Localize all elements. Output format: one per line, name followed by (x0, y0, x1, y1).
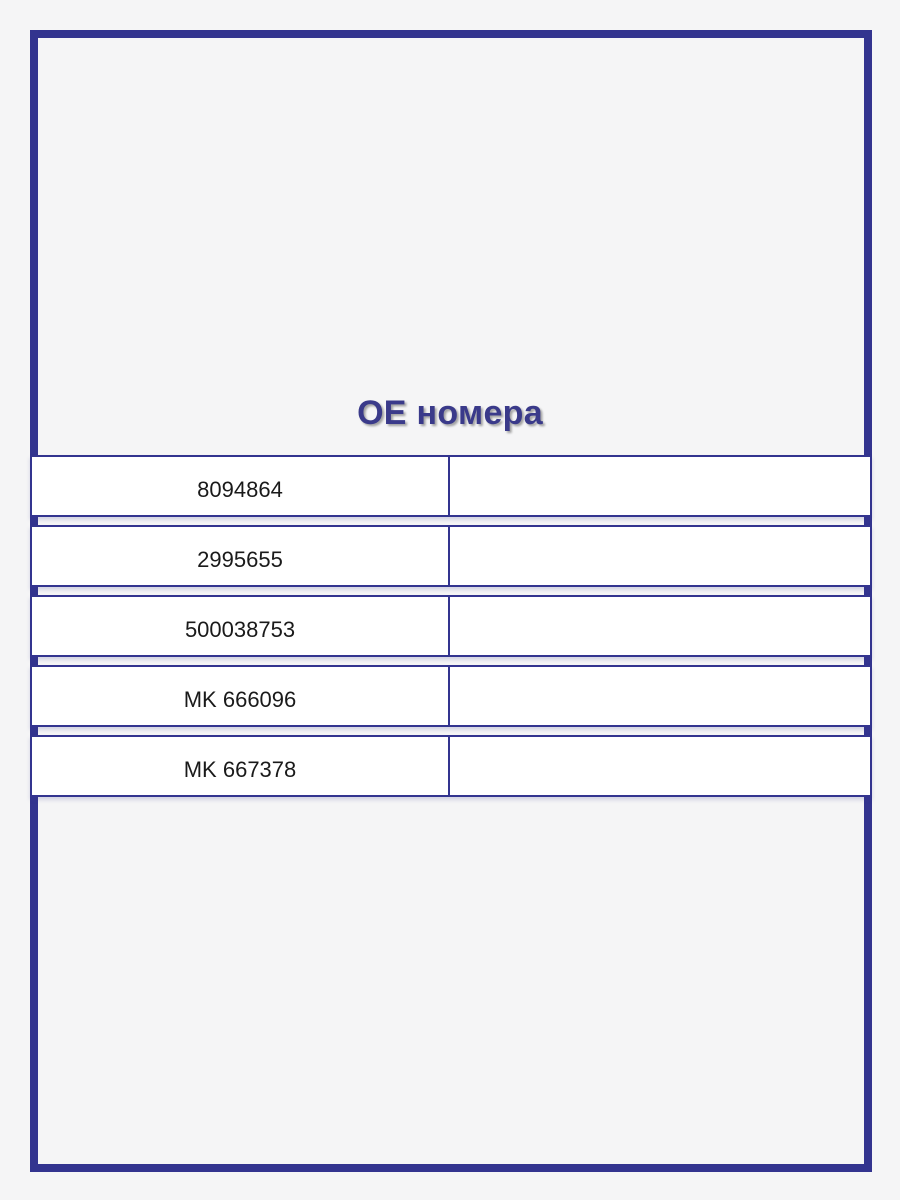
empty-cell (450, 457, 870, 515)
table-row (30, 735, 872, 797)
oe-number-cell: 8094864 (32, 457, 450, 515)
oe-number-cell: 2995655 (32, 527, 450, 585)
empty-cell (450, 527, 870, 585)
oe-number-cell: MK 666096 (32, 667, 450, 725)
empty-cell (450, 737, 870, 795)
table-row (30, 455, 872, 517)
empty-cell (450, 597, 870, 655)
table-row (30, 595, 872, 657)
table-row (30, 525, 872, 587)
empty-cell (450, 667, 870, 725)
oe-number-cell: 500038753 (32, 597, 450, 655)
oe-number-cell: MK 667378 (32, 737, 450, 795)
page-title: OE номера (357, 394, 543, 432)
table-row (30, 665, 872, 727)
